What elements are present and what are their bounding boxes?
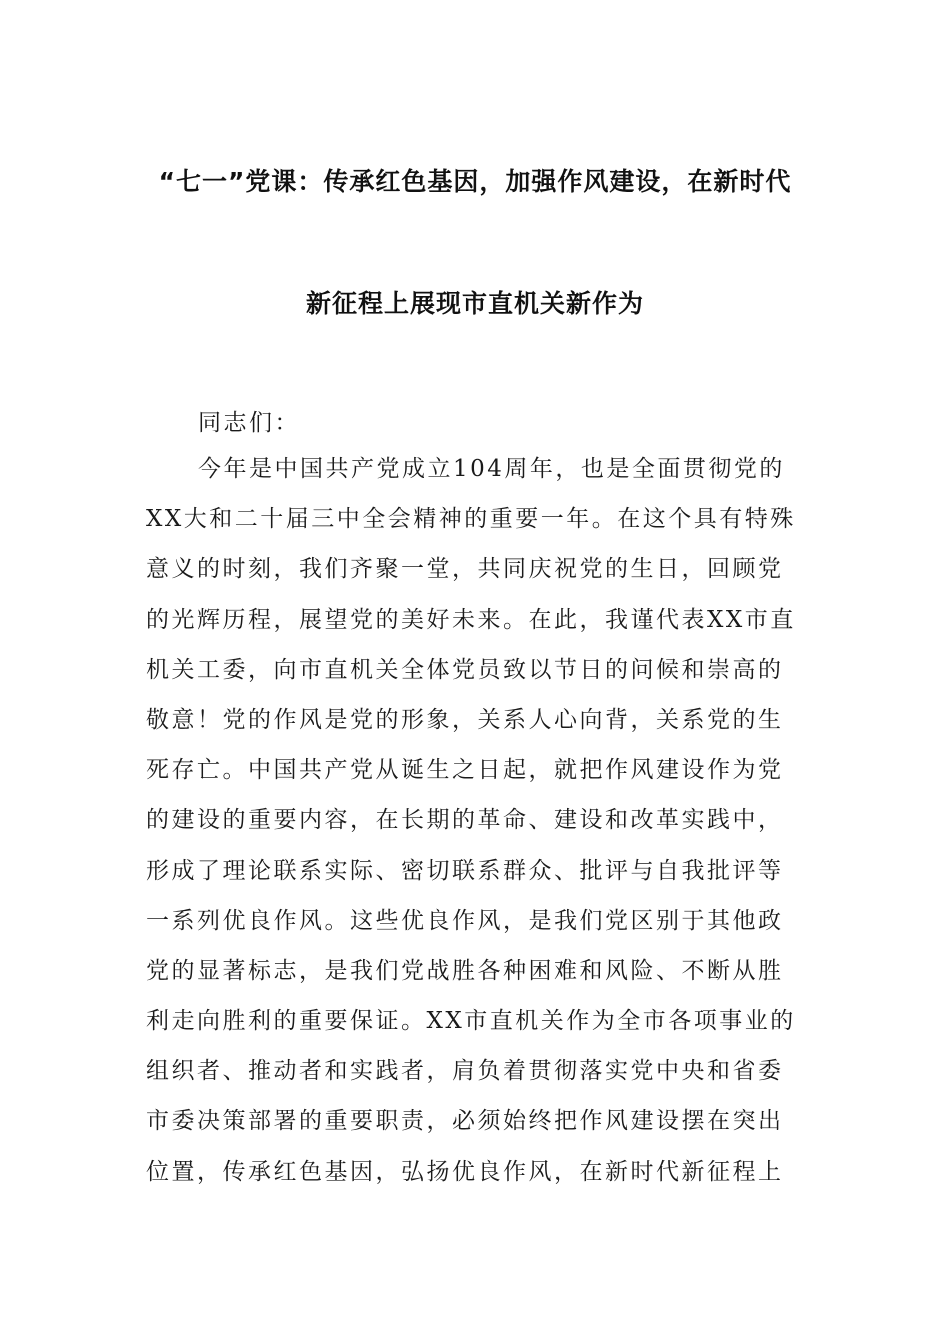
paragraph-line: 今年是中国共产党成立104周年，也是全面贯彻党的	[198, 456, 785, 482]
paragraph-line: 组织者、推动者和实践者，肩负着贯彻落实党中央和省委	[146, 1058, 784, 1085]
document-title-line-1: “七一”党课：传承红色基因，加强作风建设，在新时代	[158, 167, 792, 196]
paragraph-line: 位置，传承红色基因，弘扬优良作风，在新时代新征程上	[146, 1158, 784, 1185]
paragraph-line: 市委决策部署的重要职责，必须始终把作风建设摆在突出	[146, 1108, 784, 1135]
paragraph-line: 意义的时刻，我们齐聚一堂，共同庆祝党的生日，回顾党	[146, 556, 784, 583]
paragraph-line: 党的显著标志，是我们党战胜各种困难和风险、不断从胜	[146, 957, 784, 984]
body-paragraph	[146, 444, 810, 1197]
paragraph-line: 利走向胜利的重要保证。XX市直机关作为全市各项事业的	[146, 1008, 796, 1035]
paragraph-line: 一系列优良作风。这些优良作风，是我们党区别于其他政	[146, 907, 784, 934]
paragraph-line: 死存亡。中国共产党从诞生之日起，就把作风建设作为党	[146, 757, 784, 784]
salutation: 同志们：	[198, 410, 300, 436]
paragraph-line: 机关工委，向市直机关全体党员致以节日的问候和崇高的	[146, 656, 784, 683]
paragraph-line: 的光辉历程，展望党的美好未来。在此，我谨代表XX市直	[146, 606, 796, 633]
paragraph-line: 敬意！党的作风是党的形象，关系人心向背，关系党的生	[146, 706, 784, 733]
paragraph-line: 形成了理论联系实际、密切联系群众、批评与自我批评等	[146, 857, 784, 884]
paragraph-line: 的建设的重要内容，在长期的革命、建设和改革实践中，	[146, 807, 784, 834]
document-title-line-2: 新征程上展现市直机关新作为	[305, 289, 644, 318]
paragraph-line: XX大和二十届三中全会精神的重要一年。在这个具有特殊	[146, 506, 796, 533]
